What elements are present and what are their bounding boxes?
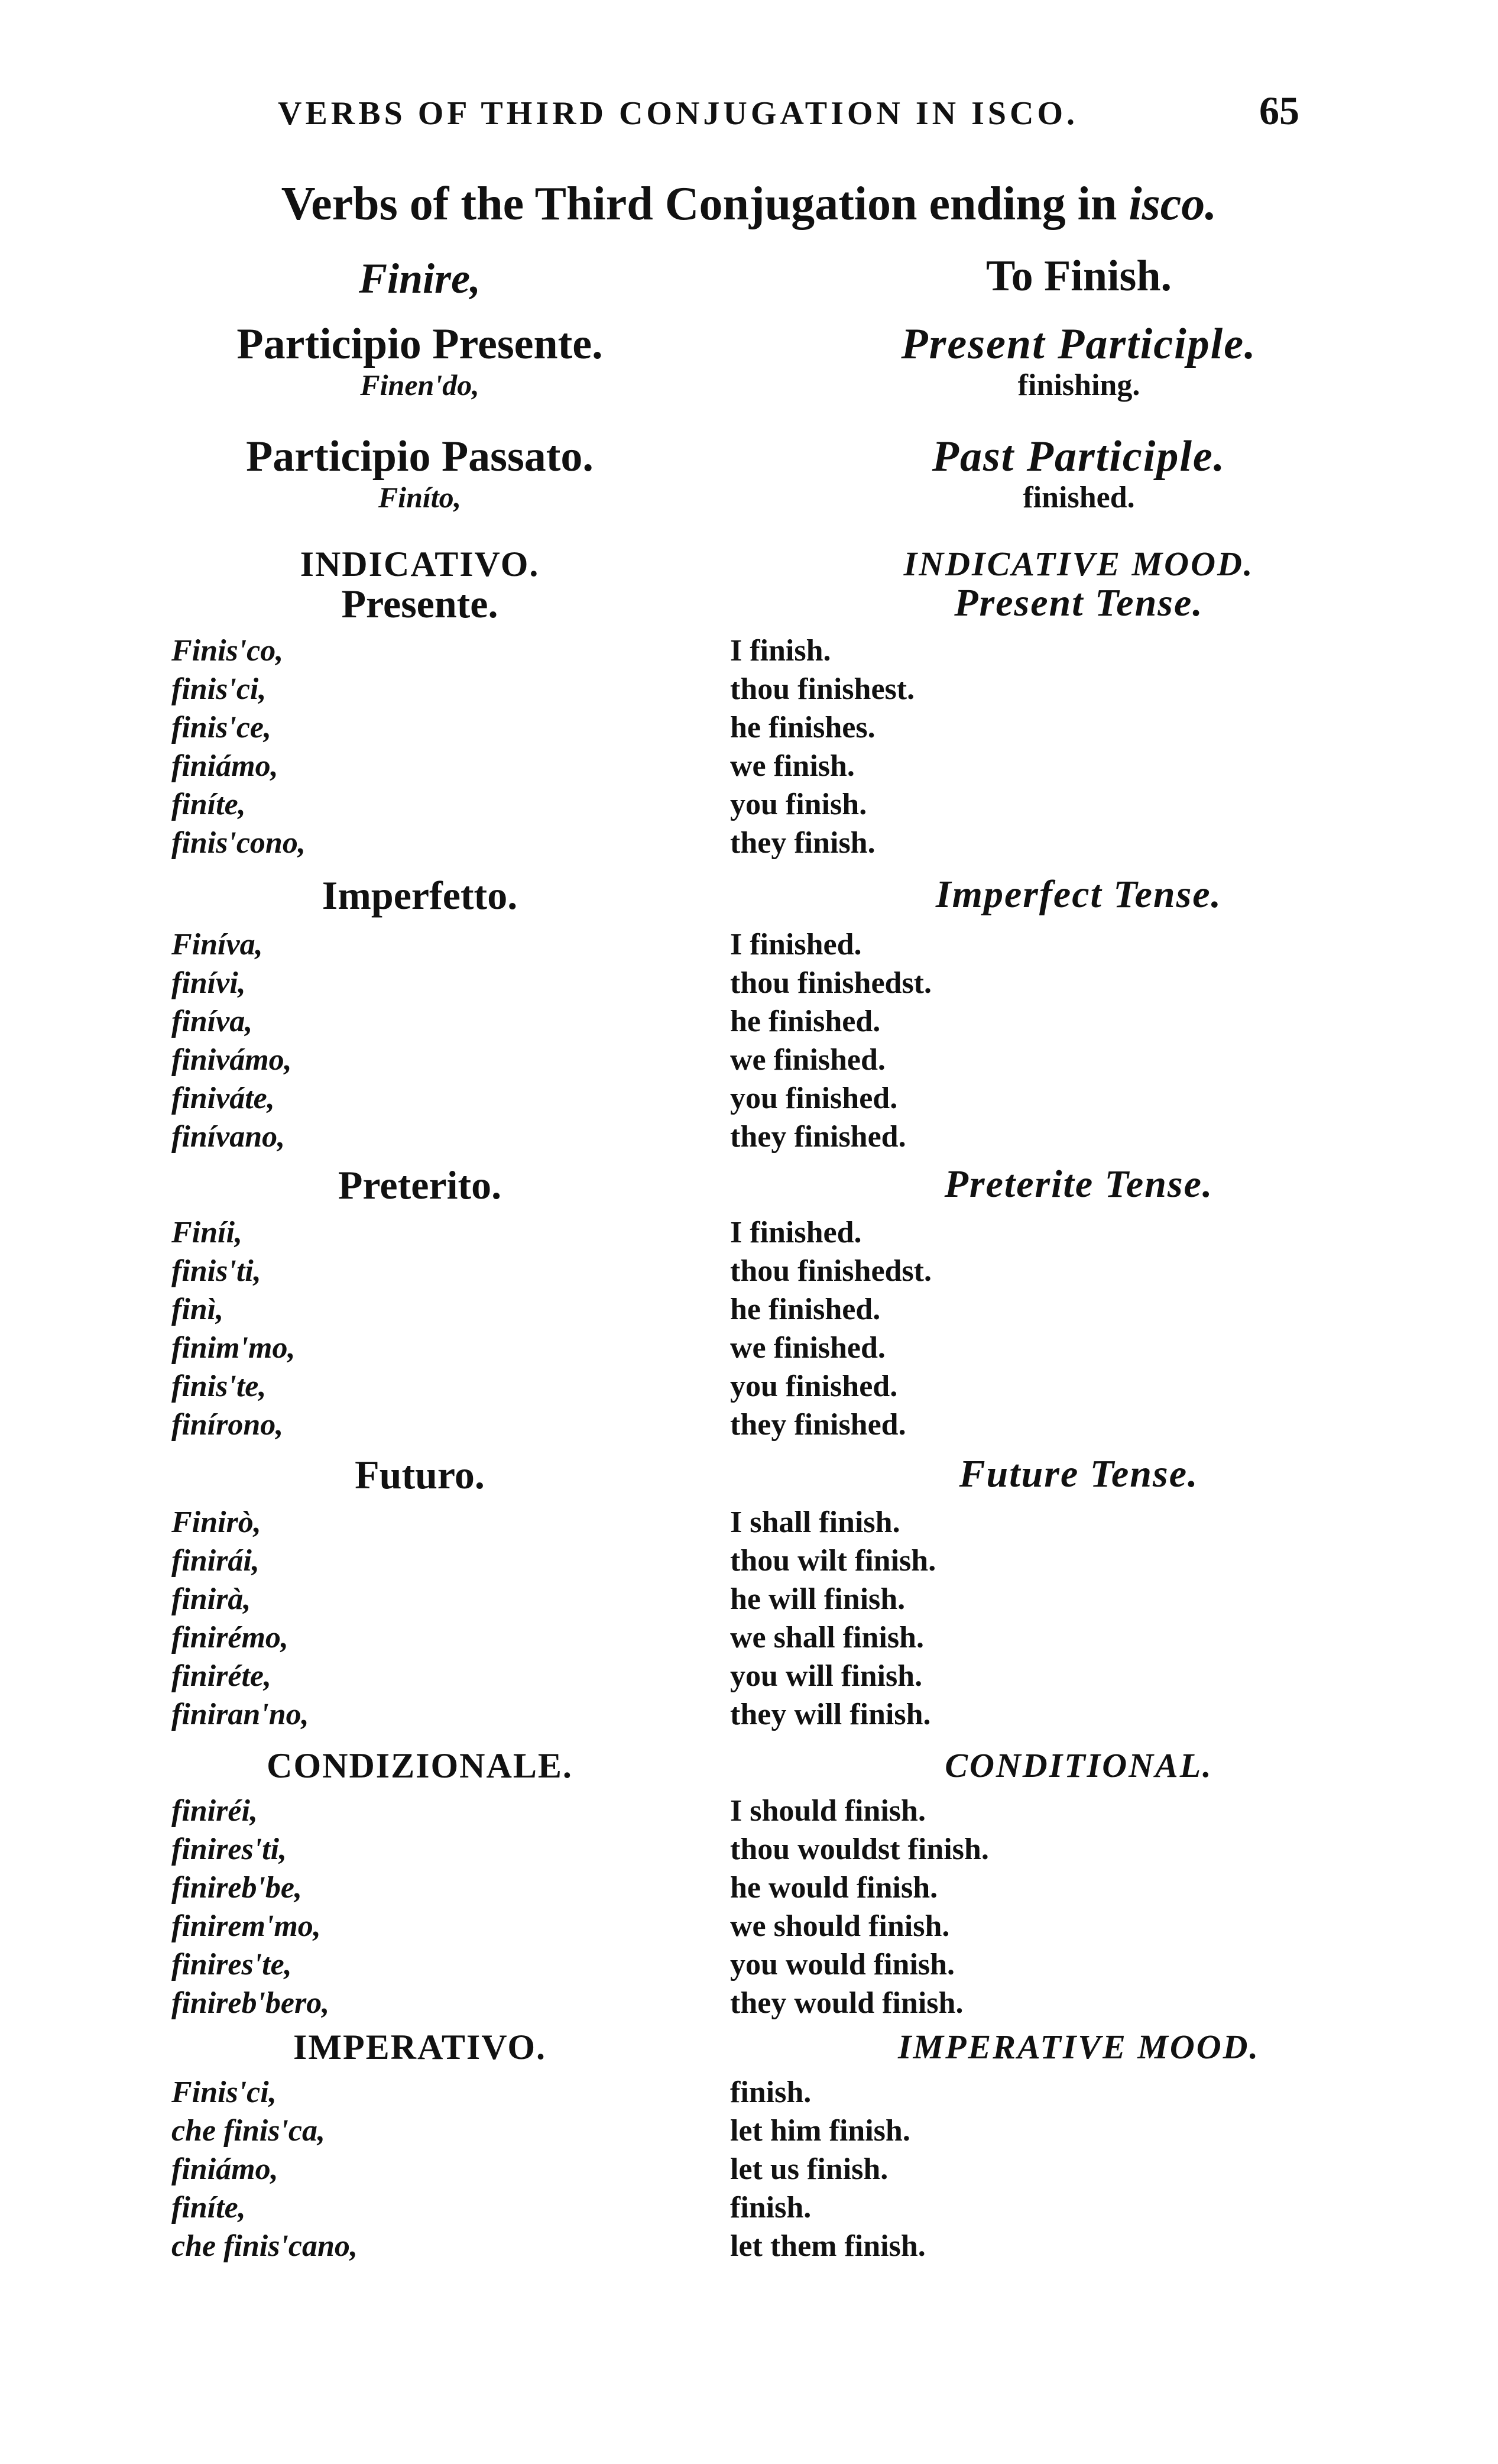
conjugation-form: finires'ti, <box>171 1832 287 1866</box>
past-participle-label-en: Past Participle. <box>932 432 1226 481</box>
conjugation-form: finis'ci, <box>171 672 267 706</box>
infinitive-translation: To Finish. <box>986 252 1172 300</box>
present-participle-form-en: finishing. <box>1017 368 1140 402</box>
imperfect-forms <box>171 925 703 1156</box>
indicative-mood-label-en: INDICATIVE MOOD. <box>903 545 1254 583</box>
present-translations <box>730 632 1410 862</box>
translation-line: they finished. <box>730 1120 906 1154</box>
conjugation-form: Finíva, <box>171 928 263 961</box>
translation-line: he finished. <box>730 1293 881 1326</box>
translation-line: they finish. <box>730 826 876 860</box>
translation-line: thou finishedst. <box>730 966 932 1000</box>
conjugation-form: finivámo, <box>171 1043 292 1077</box>
conjugation-form: finiámo, <box>171 2152 278 2186</box>
tense-label-preterite: Preterito. <box>338 1163 502 1207</box>
conjugation-form: che finis'ca, <box>171 2114 325 2148</box>
conjugation-form: finirem'mo, <box>171 1909 321 1943</box>
translation-line: you would finish. <box>730 1948 955 1981</box>
translation-line: you finished. <box>730 1082 898 1115</box>
translation-line: finish. <box>730 2076 812 2109</box>
tense-label-imperfect-en: Imperfect Tense. <box>935 873 1223 916</box>
conjugation-form: finívano, <box>171 1120 286 1154</box>
tense-label-imperfect: Imperfetto. <box>322 873 518 918</box>
conjugation-form: Finis'co, <box>171 634 284 668</box>
tense-label-future-en: Future Tense. <box>959 1452 1199 1495</box>
present-participle-label-en: Present Participle. <box>901 320 1257 368</box>
present-participle-label: Participio Presente. <box>236 320 603 368</box>
conjugation-form: finiréte, <box>171 1659 271 1693</box>
imperative-forms <box>171 2073 703 2265</box>
translation-line: we should finish. <box>730 1909 950 1943</box>
imperative-label: IMPERATIVO. <box>293 2028 547 2067</box>
conjugation-form: finiváte, <box>171 1082 275 1115</box>
translation-line: we finished. <box>730 1331 886 1365</box>
conjugation-form: che finis'cano, <box>171 2229 358 2263</box>
conjugation-form: finiréi, <box>171 1794 258 1828</box>
tense-label-present: Presente. <box>341 581 498 626</box>
conjugation-form: finiámo, <box>171 749 278 783</box>
conjugation-form: finirà, <box>171 1582 251 1616</box>
tense-label-future: Futuro. <box>355 1452 485 1497</box>
conjugation-form: finis'te, <box>171 1369 267 1403</box>
conjugation-form: finireb'bero, <box>171 1986 330 2020</box>
translation-line: you finished. <box>730 1369 898 1403</box>
translation-line: finish. <box>730 2191 812 2225</box>
indicative-mood-label: INDICATIVO. <box>300 545 540 584</box>
translation-line: they will finish. <box>730 1698 931 1731</box>
running-head: VERBS OF THIRD CONJUGATION IN ISCO. <box>278 95 1079 132</box>
translation-line: you finish. <box>730 788 867 821</box>
translation-line: I finish. <box>730 634 831 668</box>
conjugation-form: Finíi, <box>171 1216 242 1249</box>
tense-label-preterite-en: Preterite Tense. <box>944 1163 1214 1206</box>
conjugation-form: finireb'be, <box>171 1871 302 1905</box>
conjugation-form: finírono, <box>171 1408 284 1442</box>
conjugation-form: finires'te, <box>171 1948 292 1981</box>
conjugation-form: finíte, <box>171 2191 246 2225</box>
page-title <box>0 177 1498 231</box>
imperative-translations <box>730 2073 1410 2265</box>
translation-line: they finished. <box>730 1408 906 1442</box>
conditional-forms <box>171 1792 703 2022</box>
page-number: 65 <box>1259 88 1299 133</box>
translation-line: they would finish. <box>730 1986 964 2020</box>
past-participle-form-en: finished. <box>1023 481 1135 514</box>
conjugation-form: finis'ce, <box>171 711 271 744</box>
conjugation-form: finirémo, <box>171 1621 288 1654</box>
translation-line: you will finish. <box>730 1659 923 1693</box>
past-participle-form: Finíto, <box>378 481 462 514</box>
translation-line: thou wouldst finish. <box>730 1832 989 1866</box>
translation-line: we shall finish. <box>730 1621 924 1654</box>
translation-line: I shall finish. <box>730 1505 900 1539</box>
present-forms <box>171 632 703 862</box>
translation-line: thou finishedst. <box>730 1254 932 1288</box>
translation-line: thou wilt finish. <box>730 1544 936 1578</box>
translation-line: we finish. <box>730 749 855 783</box>
translation-line: let them finish. <box>730 2229 926 2263</box>
conjugation-form: finì, <box>171 1293 224 1326</box>
translation-line: we finished. <box>730 1043 886 1077</box>
title-text: Verbs of the Third Conjugation ending in <box>281 178 1129 230</box>
translation-line: he finishes. <box>730 711 876 744</box>
preterite-translations <box>730 1213 1410 1444</box>
translation-line: he finished. <box>730 1005 881 1038</box>
conjugation-form: finim'mo, <box>171 1331 296 1365</box>
present-participle-form: Finen'do, <box>360 368 479 402</box>
conjugation-form: finirái, <box>171 1544 260 1578</box>
conjugation-form: finívi, <box>171 966 246 1000</box>
imperfect-translations <box>730 925 1410 1156</box>
future-translations <box>730 1503 1410 1734</box>
past-participle-label: Participio Passato. <box>246 432 594 481</box>
translation-line: he will finish. <box>730 1582 906 1616</box>
future-forms <box>171 1503 703 1734</box>
conjugation-form: finiran'no, <box>171 1698 309 1731</box>
conditional-label-en: CONDITIONAL. <box>945 1746 1213 1785</box>
title-emphasis: isco. <box>1129 178 1217 230</box>
translation-line: let us finish. <box>730 2152 889 2186</box>
conjugation-form: Finis'ci, <box>171 2076 277 2109</box>
conjugation-form: finis'ti, <box>171 1254 261 1288</box>
conjugation-form: finíva, <box>171 1005 253 1038</box>
tense-label-present-en: Present Tense. <box>954 581 1204 624</box>
translation-line: he would finish. <box>730 1871 938 1905</box>
translation-line: thou finishest. <box>730 672 915 706</box>
translation-line: I finished. <box>730 928 862 961</box>
conjugation-form: Finirò, <box>171 1505 261 1539</box>
translation-line: let him finish. <box>730 2114 910 2148</box>
conjugation-form: finíte, <box>171 788 246 821</box>
translation-line: I finished. <box>730 1216 862 1249</box>
preterite-forms <box>171 1213 703 1444</box>
infinitive: Finire, <box>358 255 481 302</box>
translation-line: I should finish. <box>730 1794 926 1828</box>
imperative-label-en: IMPERATIVE MOOD. <box>897 2028 1260 2066</box>
conditional-label: CONDIZIONALE. <box>267 1746 573 1785</box>
conjugation-form: finis'cono, <box>171 826 306 860</box>
conditional-translations <box>730 1792 1410 2022</box>
